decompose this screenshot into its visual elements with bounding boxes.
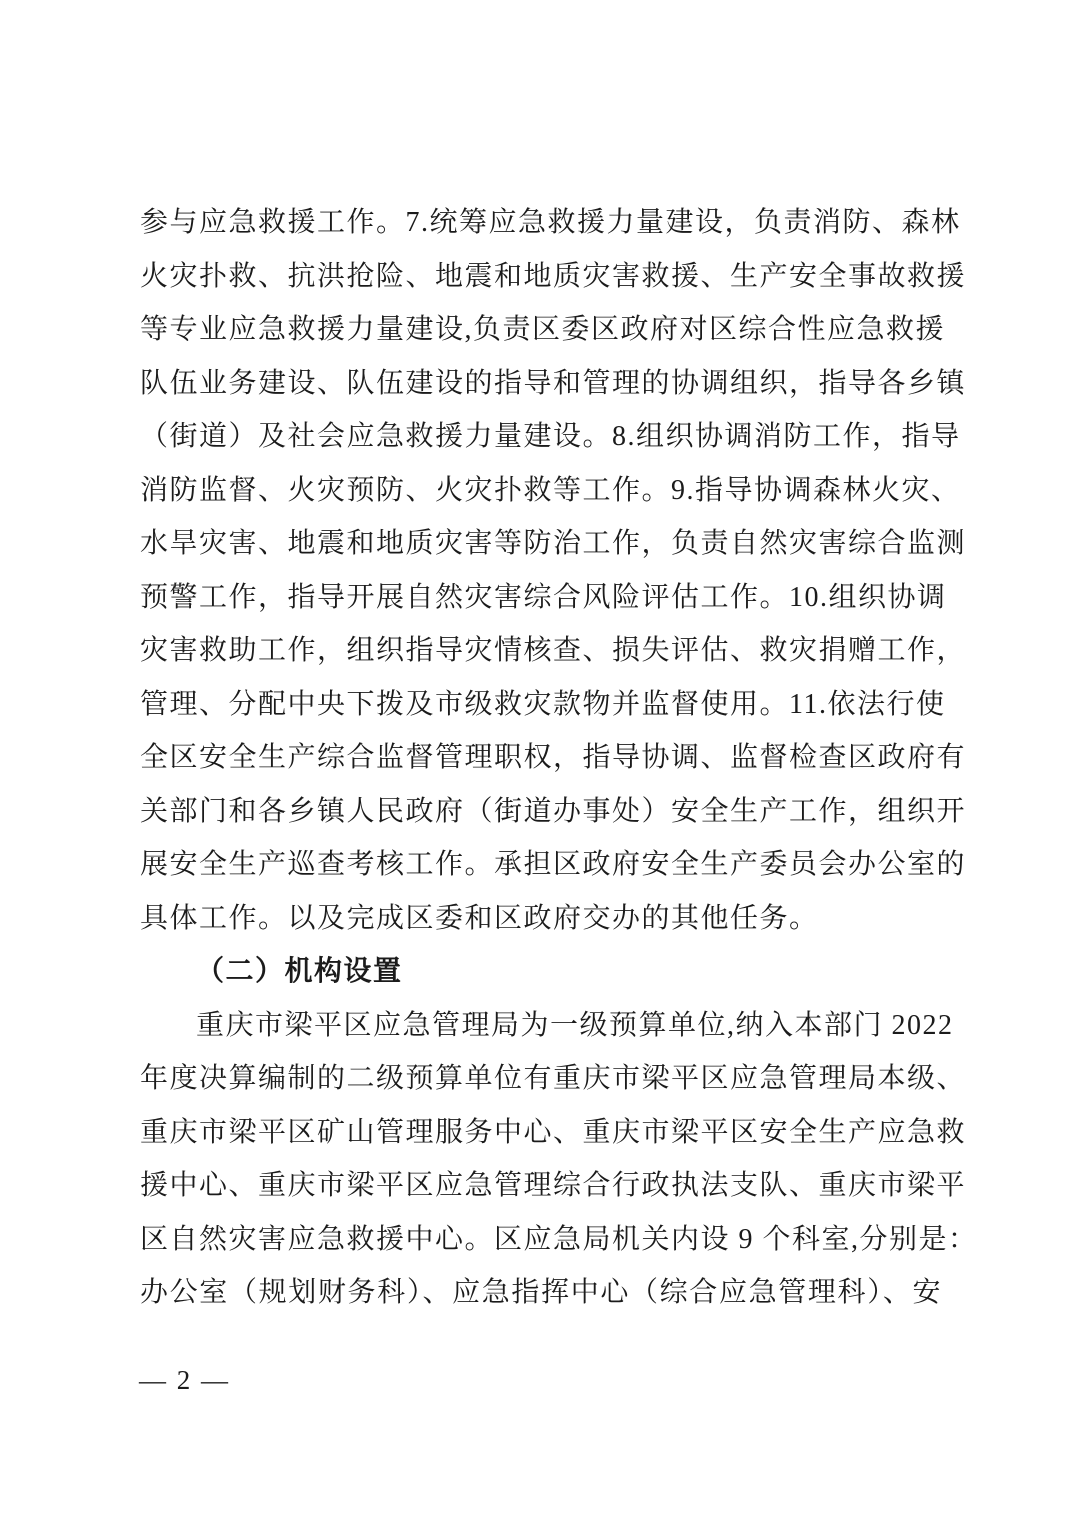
text-line: 火灾扑救、抗洪抢险、地震和地质灾害救援、生产安全事故救援 bbox=[140, 260, 967, 292]
text-line: （街道）及社会应急救援力量建设。8.组织协调消防工作，指导 bbox=[140, 421, 961, 452]
section-heading: （二）机构设置 bbox=[196, 956, 403, 987]
text-line: 全区安全生产综合监督管理职权，指导协调、监督检查区政府有 bbox=[140, 742, 967, 773]
text-line: 展安全生产巡查考核工作。承担区政府安全生产委员会办公室的 bbox=[140, 849, 967, 880]
paragraph-duties-continued bbox=[140, 196, 967, 945]
paragraph-org-structure bbox=[140, 999, 978, 1320]
text-line: 关部门和各乡镇人民政府（街道办事处）安全生产工作，组织开 bbox=[140, 795, 967, 827]
text-line: 办公室（规划财务科）、应急指挥中心（综合应急管理科）、安 bbox=[140, 1277, 942, 1308]
text-line: 重庆市梁平区矿山管理服务中心、重庆市梁平区安全生产应急救 bbox=[140, 1116, 967, 1148]
document-body bbox=[140, 196, 978, 1320]
text-line: 重庆市梁平区应急管理局为一级预算单位,纳入本部门 2022 bbox=[196, 1009, 954, 1041]
text-line: 管理、分配中央下拨及市级救灾款物并监督使用。11.依法行使 bbox=[140, 688, 946, 720]
page-number: — 2 — bbox=[139, 1365, 230, 1395]
text-line: 水旱灾害、地震和地质灾害等防治工作，负责自然灾害综合监测 bbox=[140, 528, 967, 559]
text-line: 灾害救助工作，组织指导灾情核查、损失评估、救灾捐赠工作， bbox=[140, 635, 967, 666]
text-line: 预警工作，指导开展自然灾害综合风险评估工作。10.组织协调 bbox=[140, 581, 947, 613]
text-line: 队伍业务建设、队伍建设的指导和管理的协调组织，指导各乡镇 bbox=[140, 367, 967, 399]
text-line: 参与应急救援工作。7.统筹应急救援力量建设，负责消防、森林 bbox=[140, 207, 961, 238]
text-line: 等专业应急救援力量建设,负责区委区政府对区综合性应急救援 bbox=[140, 314, 946, 345]
text-line: 消防监督、火灾预防、火灾扑救等工作。9.指导协调森林火灾、 bbox=[140, 474, 961, 506]
text-line: 年度决算编制的二级预算单位有重庆市梁平区应急管理局本级、 bbox=[140, 1063, 967, 1094]
text-line: 区自然灾害应急救援中心。区应急局机关内设 9 个科室,分别是： bbox=[140, 1223, 978, 1255]
text-line: 具体工作。以及完成区委和区政府交办的其他任务。 bbox=[140, 902, 819, 934]
text-line: 援中心、重庆市梁平区应急管理综合行政执法支队、重庆市梁平 bbox=[140, 1170, 967, 1201]
